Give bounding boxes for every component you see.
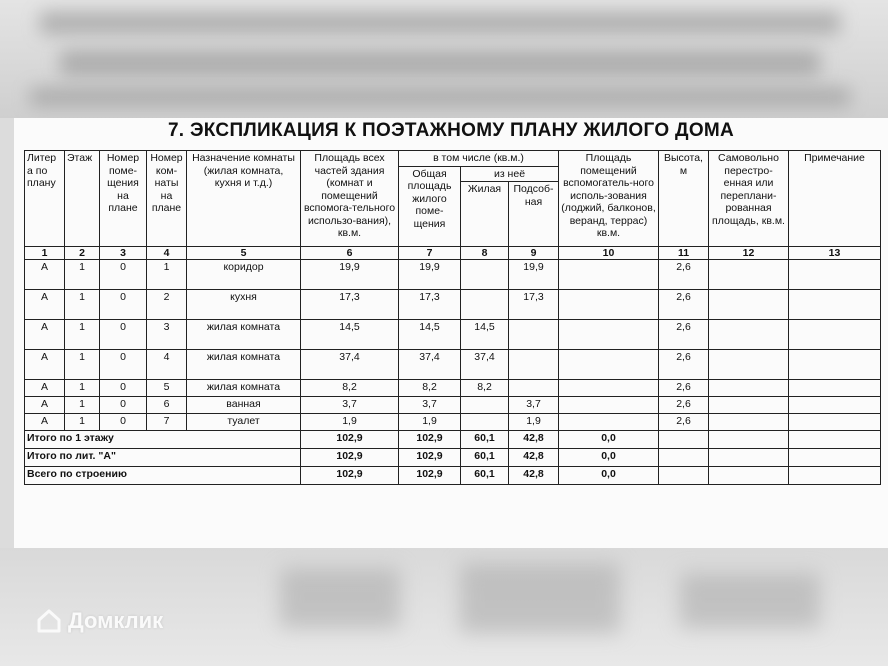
total-aux: 42,8 [509,449,559,467]
cell-height: 2,6 [659,414,709,431]
cell-area: 3,7 [301,397,399,414]
cell-redev [709,260,789,290]
total-label: Всего по строению [25,467,301,485]
cell-liter: А [25,397,65,414]
cell-redev [709,397,789,414]
table-row [25,414,881,431]
cell-total: 17,3 [399,290,461,320]
cell-area: 17,3 [301,290,399,320]
column-number-row [25,247,881,260]
total-label: Итого по 1 этажу [25,431,301,449]
cell-aux-rooms [559,397,659,414]
watermark-logo [36,608,163,634]
column-number: 2 [65,247,100,260]
cell-area: 8,2 [301,380,399,397]
header-liter: Литер а по плану [25,151,65,247]
total-total: 102,9 [399,431,461,449]
total-total: 102,9 [399,449,461,467]
total-area: 102,9 [301,431,399,449]
cell-aux: 19,9 [509,260,559,290]
cell-note [789,397,881,414]
column-number: 8 [461,247,509,260]
cell-room-no: 0 [100,290,147,320]
header-purpose: Назначение комнаты (жилая комната, кухня и т.д.) [187,151,301,247]
cell-area: 14,5 [301,320,399,350]
cell-living [461,414,509,431]
table-body [25,260,881,485]
cell-liter: А [25,290,65,320]
cell-floor: 1 [65,414,100,431]
cell-living [461,290,509,320]
cell-floor: 1 [65,290,100,320]
cell-room-num: 4 [147,350,187,380]
cell-area: 19,9 [301,260,399,290]
total-note [789,449,881,467]
cell-room-num: 3 [147,320,187,350]
cell-height: 2,6 [659,290,709,320]
column-number: 5 [187,247,301,260]
column-number: 7 [399,247,461,260]
table-header [25,151,881,260]
total-height [659,449,709,467]
cell-total: 8,2 [399,380,461,397]
cell-aux-rooms [559,260,659,290]
blurred-bottom-area [0,548,888,666]
header-room-no: Номер поме-щения на плане [100,151,147,247]
cell-aux-rooms [559,414,659,431]
explication-table [24,150,881,485]
cell-room-num: 7 [147,414,187,431]
total-height [659,431,709,449]
watermark-text: Домклик [68,608,164,633]
cell-aux [509,350,559,380]
cell-living [461,397,509,414]
total-row [25,431,881,449]
total-label: Итого по лит. "А" [25,449,301,467]
cell-aux: 3,7 [509,397,559,414]
cell-floor: 1 [65,350,100,380]
cell-floor: 1 [65,397,100,414]
total-aux-rooms: 0,0 [559,431,659,449]
cell-room-no: 0 [100,320,147,350]
cell-height: 2,6 [659,350,709,380]
column-number: 10 [559,247,659,260]
cell-room-num: 1 [147,260,187,290]
column-number: 12 [709,247,789,260]
cell-room-num: 6 [147,397,187,414]
column-number: 13 [789,247,881,260]
total-row [25,467,881,485]
document-title: 7. ЭКСПЛИКАЦИЯ К ПОЭТАЖНОМУ ПЛАНУ ЖИЛОГО ДОМА [167,120,735,141]
column-number: 1 [25,247,65,260]
cell-purpose: жилая комната [187,380,301,397]
cell-liter: А [25,380,65,397]
total-aux: 42,8 [509,467,559,485]
cell-note [789,320,881,350]
total-redev [709,467,789,485]
header-floor: Этаж [65,151,100,247]
header-incl: в том числе (кв.м.) [399,151,559,167]
total-aux-rooms: 0,0 [559,467,659,485]
cell-redev [709,414,789,431]
total-area: 102,9 [301,467,399,485]
cell-aux-rooms [559,320,659,350]
column-number: 4 [147,247,187,260]
cell-aux: 17,3 [509,290,559,320]
cell-total: 19,9 [399,260,461,290]
header-redev: Самовольно перестро-енная или переплани-рованная площадь, кв.м. [709,151,789,247]
total-living: 60,1 [461,431,509,449]
cell-area: 1,9 [301,414,399,431]
cell-height: 2,6 [659,380,709,397]
column-number: 6 [301,247,399,260]
cell-room-num: 2 [147,290,187,320]
cell-room-no: 0 [100,397,147,414]
cell-height: 2,6 [659,320,709,350]
total-aux-rooms: 0,0 [559,449,659,467]
cell-purpose: жилая комната [187,350,301,380]
total-aux: 42,8 [509,431,559,449]
table-row [25,397,881,414]
cell-note [789,350,881,380]
table-row [25,260,881,290]
cell-liter: А [25,350,65,380]
column-number: 3 [100,247,147,260]
cell-floor: 1 [65,380,100,397]
header-aux: Подсоб-ная [509,182,559,247]
cell-room-no: 0 [100,380,147,397]
column-number: 11 [659,247,709,260]
table-row [25,350,881,380]
total-total: 102,9 [399,467,461,485]
cell-aux [509,320,559,350]
cell-total: 37,4 [399,350,461,380]
cell-living [461,260,509,290]
cell-purpose: туалет [187,414,301,431]
table-row [25,380,881,397]
cell-total: 3,7 [399,397,461,414]
cell-total: 14,5 [399,320,461,350]
cell-liter: А [25,320,65,350]
header-room-num: Номер ком-наты на плане [147,151,187,247]
cell-living: 8,2 [461,380,509,397]
header-aux-rooms: Площадь помещений вспомогатель-ного исполь-зования (лоджий, балконов, веранд, террас) кв.м. [559,151,659,247]
cell-room-num: 5 [147,380,187,397]
cell-aux-rooms [559,290,659,320]
cell-aux: 1,9 [509,414,559,431]
cell-note [789,260,881,290]
cell-purpose: жилая комната [187,320,301,350]
house-icon [36,608,62,634]
cell-redev [709,320,789,350]
cell-living: 14,5 [461,320,509,350]
cell-aux [509,380,559,397]
cell-living: 37,4 [461,350,509,380]
cell-redev [709,380,789,397]
total-redev [709,431,789,449]
header-total-living: Общая площадь жилого поме-щения [399,166,461,247]
cell-aux-rooms [559,350,659,380]
total-note [789,431,881,449]
table-row [25,320,881,350]
header-note: Примечание [789,151,881,247]
cell-aux-rooms [559,380,659,397]
total-note [789,467,881,485]
cell-height: 2,6 [659,397,709,414]
cell-liter: А [25,414,65,431]
cell-redev [709,290,789,320]
cell-floor: 1 [65,260,100,290]
total-living: 60,1 [461,467,509,485]
cell-room-no: 0 [100,414,147,431]
header-area-all: Площадь всех частей здания (комнат и помещений вспомога-тельного использо-вания), кв.м. [301,151,399,247]
cell-purpose: ванная [187,397,301,414]
cell-liter: А [25,260,65,290]
cell-purpose: кухня [187,290,301,320]
cell-floor: 1 [65,320,100,350]
cell-total: 1,9 [399,414,461,431]
header-living: Жилая [461,182,509,247]
header-height: Высота, м [659,151,709,247]
cell-note [789,414,881,431]
cell-redev [709,350,789,380]
total-row [25,449,881,467]
total-redev [709,449,789,467]
total-area: 102,9 [301,449,399,467]
cell-note [789,380,881,397]
total-living: 60,1 [461,449,509,467]
cell-height: 2,6 [659,260,709,290]
cell-note [789,290,881,320]
document-sheet [14,118,888,548]
table-row [25,290,881,320]
header-of-which: из неё [461,166,559,182]
total-height [659,467,709,485]
cell-room-no: 0 [100,350,147,380]
column-number: 9 [509,247,559,260]
blurred-top-area [0,0,888,118]
cell-area: 37,4 [301,350,399,380]
cell-purpose: коридор [187,260,301,290]
cell-room-no: 0 [100,260,147,290]
